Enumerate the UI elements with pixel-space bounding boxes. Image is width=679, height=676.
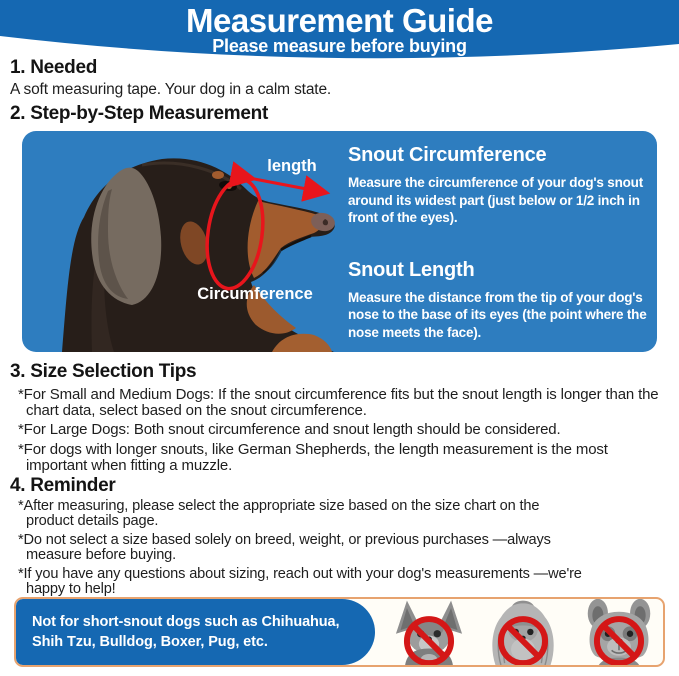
circumference-label: Circumference xyxy=(197,285,313,303)
reminder-list xyxy=(10,499,590,600)
chihuahua-image xyxy=(383,597,475,665)
section3-heading: 3. Size Selection Tips xyxy=(10,361,197,382)
reminder-item: *After measuring, please select the appropriate size based on the size chart on the product details page. xyxy=(18,498,540,530)
size-tip: *For Small and Medium Dogs: If the snout circumference fits but the snout length is longer than the chart data, select based on the snout circumference. xyxy=(18,386,659,420)
snout-circumference-body: Measure the circumference of your dog's snout around its widest part (just below or 1/2 inch in front of the eyes). xyxy=(348,175,644,225)
page-title: Measurement Guide xyxy=(186,2,493,39)
warning-line: Not for short-snout dogs such as Chihuahua, xyxy=(32,614,340,630)
size-tip: *For dogs with longer snouts, like German Shepherds, the length measurement is the most important when fitting a muzzle. xyxy=(18,440,608,474)
snout-length-body: Measure the distance from the tip of your dog's nose to the base of its eyes (the point where the nose meets the face). xyxy=(348,289,647,340)
reminder-item: *If you have any questions about sizing, reach out with your dog's measurements —we're happy to help! xyxy=(18,565,582,598)
french-bulldog-image xyxy=(573,597,665,665)
short-snout-warning-box xyxy=(14,597,665,667)
measurement-instructions xyxy=(348,144,657,341)
section1-heading: 1. Needed xyxy=(10,57,98,78)
warning-line: Shih Tzu, Bulldog, Boxer, Pug, etc. xyxy=(32,634,268,650)
snout-circumference-heading: Snout Circumference xyxy=(348,144,547,166)
size-tips-list xyxy=(10,387,670,477)
measurement-panel xyxy=(22,131,657,352)
size-tip: *For Large Dogs: Both snout circumference and snout length should be considered. xyxy=(18,421,561,439)
section4-heading: 4. Reminder xyxy=(10,475,116,496)
reminder-item: *Do not select a size based solely on breed, weight, or previous purchases —always measure before buying. xyxy=(18,531,551,564)
section2-heading: 2. Step-by-Step Measurement xyxy=(10,103,268,124)
length-label: length xyxy=(267,157,317,175)
snout-length-heading: Snout Length xyxy=(348,258,475,281)
section1-body: A soft measuring tape. Your dog in a calm state. xyxy=(10,81,332,98)
warning-text-panel xyxy=(16,599,375,665)
shih-tzu-image xyxy=(477,597,569,665)
page-subtitle: Please measure before buying xyxy=(212,36,467,56)
